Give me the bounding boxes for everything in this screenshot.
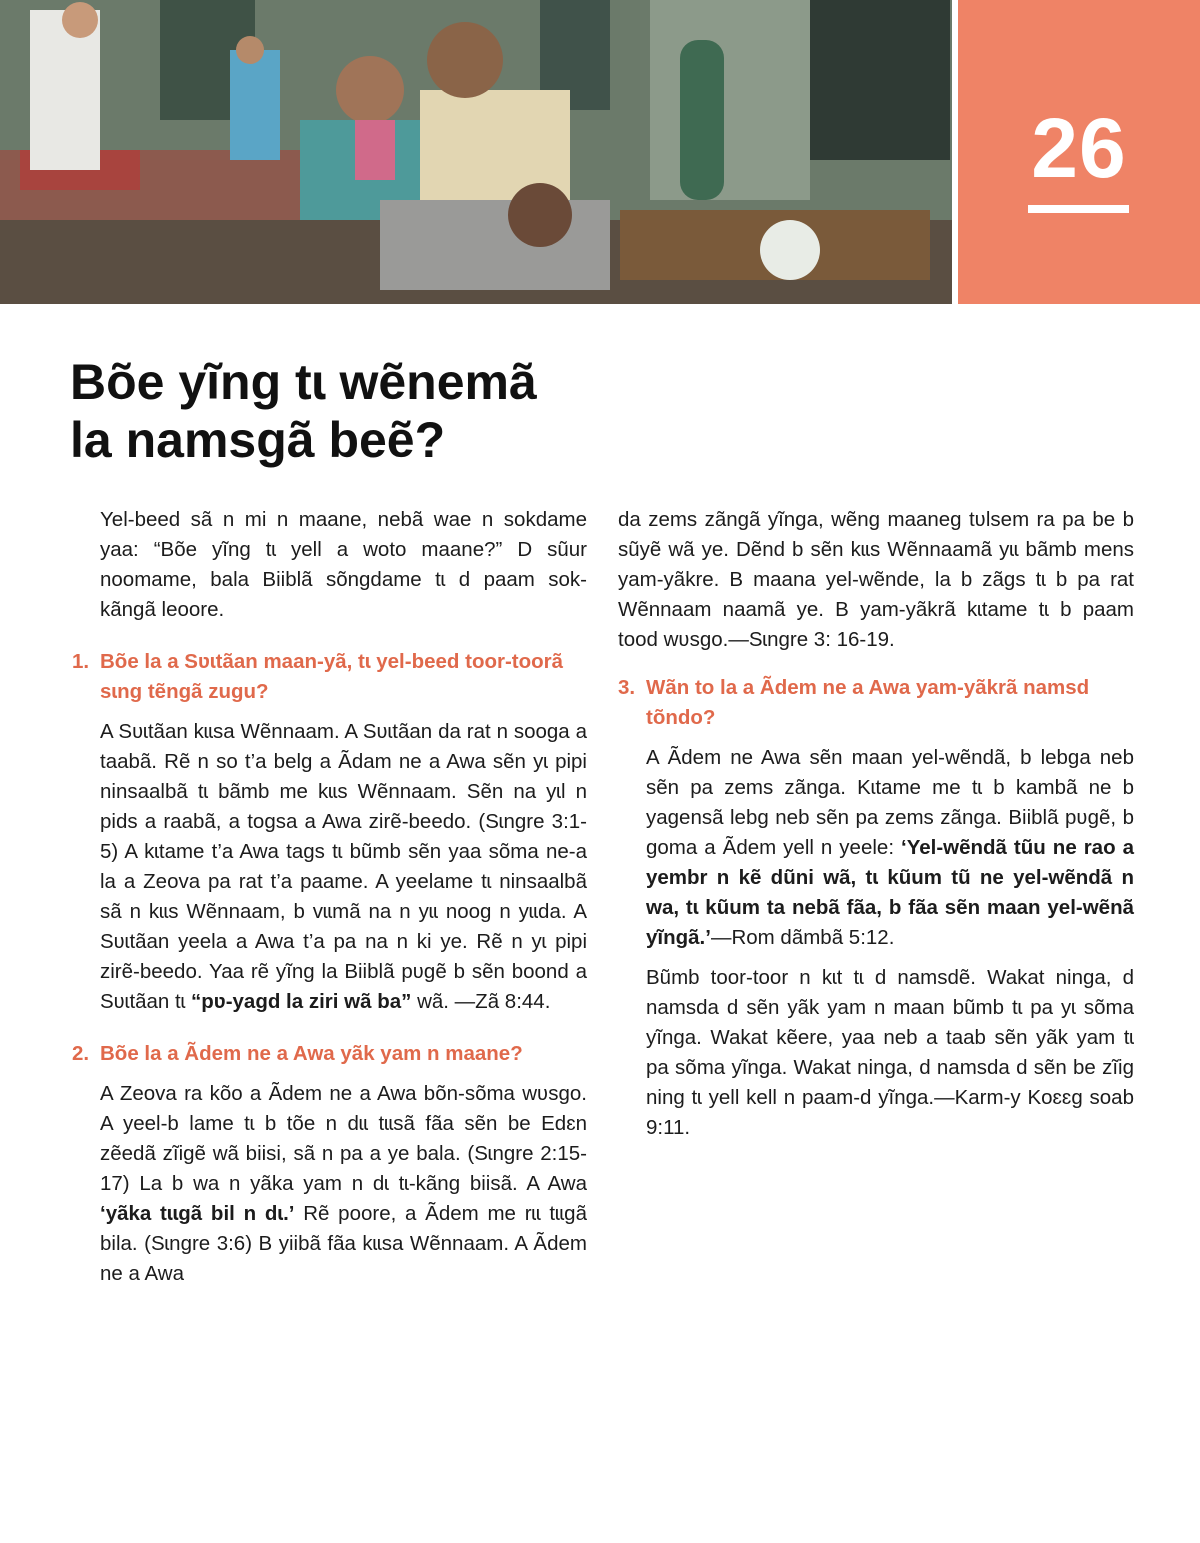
answer-2-paragraph: [100, 1079, 587, 1289]
hospital-photo-icon: [0, 0, 952, 304]
answer-3-text-b: —Rom dãmbã 5:12.: [710, 926, 895, 949]
lesson-number: 26: [1031, 101, 1127, 195]
question-2: [72, 1039, 587, 1069]
question-1-text: Bõe la a Sʋɩtãan maan-yã, tɩ yel-beed toor-toorã sɩng tẽngã zugu?: [100, 650, 564, 703]
answer-2-continued: [618, 505, 1134, 655]
answer-2-text-b: Rẽ poore, a Ãdem me rɩɩ tɩɩgã bila. (Sɩngre 3:6) B yiibã fãa kɩɩsa Wẽnnaam. A Ãdem ne a Awa: [100, 1202, 587, 1285]
page-title: [70, 353, 630, 469]
answer-3-paragraph: [646, 743, 1134, 953]
answer-1-paragraph: [100, 717, 587, 1017]
question-3: [618, 673, 1134, 733]
answer-1-text-b: wã. —Zã 8:44.: [411, 990, 551, 1013]
lesson-underline: [1028, 205, 1129, 213]
right-column: [618, 505, 1134, 1153]
answer-3-quote: ‘Yel-wẽndã tũu ne rao a yembr n kẽ dũni wã, tɩ kũum tũ ne yel-wẽndã n wa, tɩ kũum ta nebã fãa, b fãa sẽn maan yel-wẽnã yĩngã.’: [646, 836, 1134, 949]
question-1: [72, 647, 587, 707]
question-2-number: 2.: [72, 1042, 90, 1065]
question-3-number: 3.: [618, 676, 636, 699]
answer-2-text-a: A Zeova ra kõo a Ãdem ne a Awa bõn-sõma wʋsgo. A yeel-b lame tɩ b tõe n dɩɩ tɩɩsã fãa sẽn be Edɛn zẽedã zĩigẽ wã biisi, sã n pa a ye bala. (Sɩngre 2:15-17) La b wa n yãka yam n dɩ tɩ-kãng biisã. A Awa: [100, 1082, 587, 1195]
lesson-number-box: [958, 0, 1200, 304]
answer-3-text-a: A Ãdem ne Awa sẽn maan yel-wẽndã, b lebga neb sẽn pa zems zãnga. Kɩtame me tɩ b kambã ne b yagensã lebg neb sẽn pa zems zãnga. Biiblã pʋgẽ, b goma a Ãdem yell n yeele:: [646, 746, 1134, 859]
question-2-text: Bõe la a Ãdem ne a Awa yãk yam n maane?: [100, 1042, 523, 1065]
hero-image: [0, 0, 952, 304]
question-1-number: 1.: [72, 650, 90, 673]
intro-paragraph: Yel-beed sã n mi n maane, nebã wae n sokdame yaa: “Bõe yĩng tɩ yell a woto maane?” D sũur noomame, bala Biiblã sõngdame tɩ d paam sok-kãngã leoore.: [100, 508, 587, 621]
answer-3-paragraph-2: Bũmb toor-toor n kɩt tɩ d namsdẽ. Wakat ninga, d namsda d sẽn yãk yam n maan bũmb tɩ pa yɩ sõma yĩnga. Wakat kẽere, yaa neb a taab sẽn yãk yam tɩ pa sõma yĩnga. Wakat ninga, d namsda d sẽn be zĩig ning tɩ yell kell n paam-d yĩnga.—Karm-y Koɛɛg soab 9:11.: [646, 966, 1134, 1139]
title-line-1: Bõe yĩng tɩ wẽnemã: [70, 354, 537, 410]
answer-2-continued-text: da zems zãngã yĩnga, wẽng maaneg tʋlsem ra pa be b sũyẽ wã ye. Dẽnd b sẽn kɩɩs Wẽnnaamã yɩɩ bãmb mens yam-yãkre. B maana yel-wẽnde, la b zãgs tɩ b pa rat Wẽnnaam naamã ye. B yam-yãkrã kɩtame tɩ b paam tood wʋsgo.—Sɩngre 3: 16-19.: [618, 508, 1134, 651]
answer-2-quote: ‘yãka tɩɩgã bil n dɩ.’: [100, 1202, 295, 1225]
question-3-text: Wãn to la a Ãdem ne a Awa yam-yãkrã namsd tõndo?: [646, 676, 1090, 729]
title-line-2: la namsgã beẽ?: [70, 412, 446, 468]
answer-1-text-a: A Sʋɩtãan kɩɩsa Wẽnnaam. A Sʋɩtãan da rat n sooga a taabã. Rẽ n so t’a belg a Ãdam ne a Awa sẽn yɩ pipi ninsaalbã tɩ bãmb me kɩɩs Wẽnnaam. Sẽn na yɩl n pids a raabã, a togsa a Awa zirẽ-beedo. (Sɩngre 3:1-5) A kɩtame t’a Awa tags tɩ bũmb sẽn yaa sõma ne-a la a Zeova pa rat t’a paame. A yeelame tɩ ninsaalbã sã n kɩɩs Wẽnnaam, b vɩɩmã na n yɩɩ noog n yɩɩda. A Sʋɩtãan yeela a Awa t’a pa na n ki ye. Rẽ n yɩ pipi zirẽ-beedo. Yaa rẽ yĩng la Biiblã pʋgẽ b sẽn boond a Sʋɩtãan tɩ: [100, 720, 587, 1013]
left-column: [72, 505, 587, 1299]
answer-1-quote: “pʋ-yagd la ziri wã ba”: [190, 990, 412, 1013]
